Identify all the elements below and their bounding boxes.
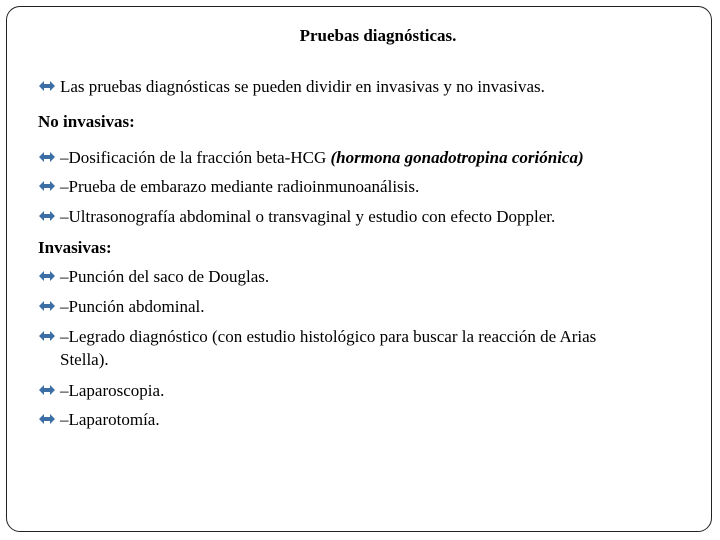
list-item: [38, 147, 584, 169]
non-invasive-heading: No invasivas:: [38, 112, 135, 131]
list-item-text: –Laparotomía.: [60, 410, 160, 429]
intro-line: [38, 76, 545, 98]
list-item-text: –Prueba de embarazo mediante radioinmunoanálisis.: [60, 177, 420, 196]
list-item: [38, 380, 164, 402]
intro-text: Las pruebas diagnósticas se pueden dividir en invasivas y no invasivas.: [60, 77, 545, 96]
list-item-text: –Laparoscopia.: [60, 381, 165, 400]
list-item-text: –Dosificación de la fracción beta-HCG: [60, 148, 327, 167]
list-item-text: –Ultrasonografía abdominal o transvaginal y estudio con efecto Doppler.: [60, 207, 556, 226]
list-item-text: –Legrado diagnóstico (con estudio histológico para buscar la reacción de Arias: [60, 327, 597, 346]
list-item-continuation: Stella).: [60, 350, 109, 369]
list-item: [38, 206, 555, 228]
list-item-note: (hormona gonadotropina coriónica): [330, 148, 584, 167]
list-item: [38, 176, 419, 198]
invasive-heading: Invasivas:: [38, 238, 112, 257]
list-item-text: –Punción del saco de Douglas.: [60, 267, 270, 286]
list-item: [38, 326, 596, 348]
list-item: [38, 409, 160, 431]
list-item: [38, 296, 204, 318]
list-item-text: –Punción abdominal.: [60, 297, 205, 316]
list-item: [38, 266, 269, 288]
page-title: Pruebas diagnósticas.: [299, 26, 457, 45]
